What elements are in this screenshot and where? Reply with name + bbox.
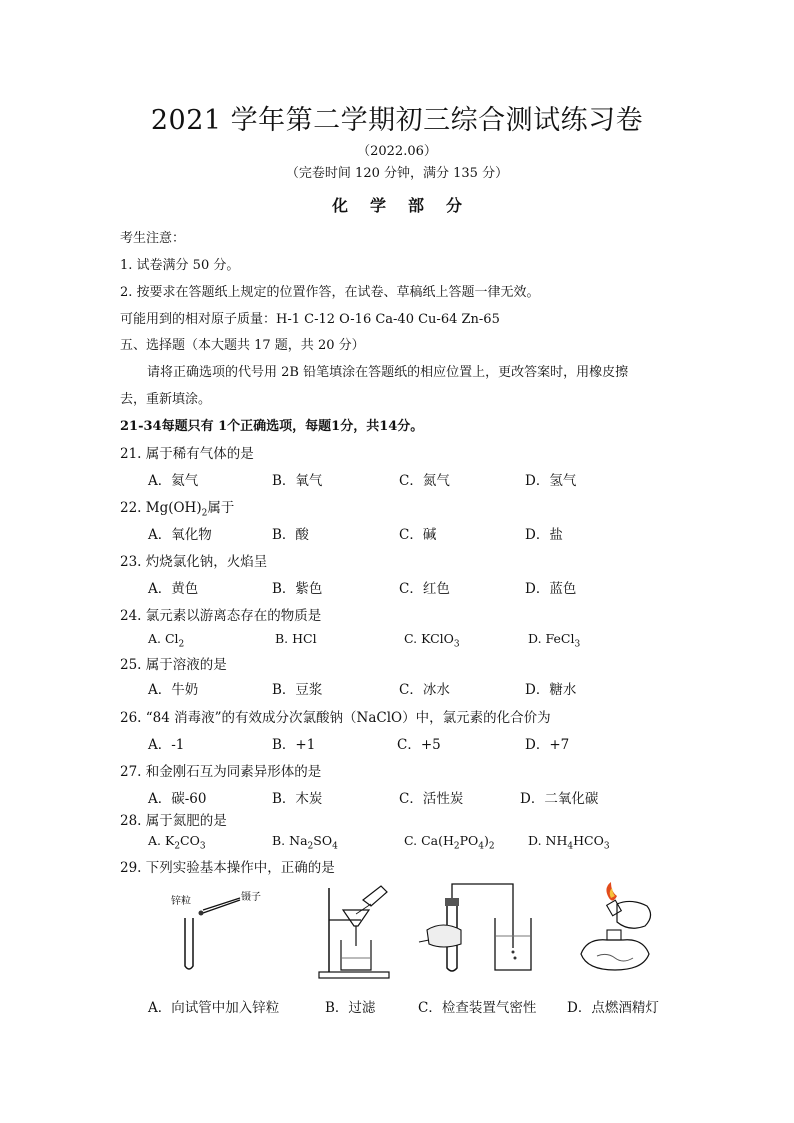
label-tweezers: 镊子 [241,892,261,903]
q28-option-a: A. $K_2CO_3$ [148,833,206,852]
page-title: 2021 学年第二学期初三综合测试练习卷 [150,105,644,136]
q25-stem: 25. 属于溶液的是 [120,657,227,673]
part5-instruction-1: 请将正确选项的代号用 2B 铅笔填涂在答题纸的相应位置上，更改答案时，用橡皮擦 [147,365,629,380]
time-note: （完卷时间 120 分钟，满分 135 分） [285,166,509,181]
q27-option-d: D．二氧化碳 [520,791,599,807]
q25-option-b: B．豆浆 [272,682,323,698]
q29-option-b: B．过滤 [325,1000,376,1016]
q23-option-d: D．蓝色 [525,581,577,597]
q23-option-b: B．紫色 [272,581,323,597]
q28-stem: 28. 属于氮肥的是 [120,813,227,829]
q25-option-d: D．糖水 [525,682,577,698]
q24-option-b: B. HCl [275,631,317,646]
q23-option-a: A．黄色 [148,581,199,597]
q28-option-c: C. $Ca(H_2PO_4)_2$ [404,833,495,852]
q21-option-a: A．氦气 [148,473,199,489]
q23-stem: 23. 灼烧氯化钠，火焰呈 [120,554,268,570]
part5-subheading: 21-34每题只有 1个正确选项，每题1分，共14分。 [120,419,424,434]
q27-option-c: C．活性炭 [399,791,464,807]
label-zinc: 锌粒 [171,896,191,907]
q29-option-a: A．向试管中加入锌粒 [148,1000,280,1016]
q26-option-c: C．+5 [397,737,441,753]
q26-option-d: D．+7 [525,737,570,753]
q21-option-b: B．氧气 [272,473,323,489]
q24-option-d: D. FeCl$_3$ [528,631,581,650]
q23-option-c: C．红色 [399,581,450,597]
q22-option-a: A．氧化物 [148,527,212,543]
q25-option-c: C．冰水 [399,682,450,698]
q29-option-c: C．检查装置气密性 [418,1000,537,1016]
q24-stem: 24. 氯元素以游离态存在的物质是 [120,608,322,624]
part5-instruction-2: 去，重新填涂。 [120,392,212,407]
figure-add-zinc [165,886,275,976]
q27-stem: 27. 和金刚石互为同素异形体的是 [120,764,322,780]
atomic-mass: 可能用到的相对原子质量：H-1 C-12 O-16 Ca-40 Cu-64 Zn-65 [120,312,500,327]
q26-option-a: A．-1 [148,737,185,753]
exam-date: （2022.06） [357,144,437,159]
q22-option-b: B．酸 [272,527,309,543]
figure-airtightness [415,878,535,978]
notes-heading: 考生注意： [120,231,186,246]
q22-stem: 22. $Mg(OH)_2$属于 [120,500,235,519]
q29-stem: 29. 下列实验基本操作中，正确的是 [120,860,335,876]
figure-filtration [315,880,395,980]
note-2: 2. 按要求在答题纸上规定的位置作答，在试卷、草稿纸上答题一律无效。 [120,285,540,300]
q27-option-a: A．碳-60 [148,791,207,807]
q28-option-d: D. $NH_4HCO_3$ [528,833,610,852]
q26-stem: 26. “84 消毒液”的有效成分次氯酸钠（NaClO）中，氯元素的化合价为 [120,710,551,726]
q27-option-b: B．木炭 [272,791,323,807]
q26-option-b: B．+1 [272,737,316,753]
q21-stem: 21. 属于稀有气体的是 [120,446,254,462]
q24-option-c: C. KClO$_3$ [404,631,460,650]
figure-alcohol-lamp [573,882,663,977]
q21-option-c: C．氮气 [399,473,450,489]
q28-option-b: B. $Na_2SO_4$ [272,833,338,852]
part5-heading: 五、选择题（本大题共 17 题，共 20 分） [120,338,365,353]
note-1: 1. 试卷满分 50 分。 [120,258,240,273]
q25-option-a: A．牛奶 [148,682,199,698]
q29-option-d: D．点燃酒精灯 [567,1000,659,1016]
q24-option-a: A. $Cl_2$ [148,631,185,650]
q22-option-d: D．盐 [525,527,563,543]
section-title: 化学部分 [331,196,484,215]
q21-option-d: D．氢气 [525,473,577,489]
q22-option-c: C．碱 [399,527,437,543]
